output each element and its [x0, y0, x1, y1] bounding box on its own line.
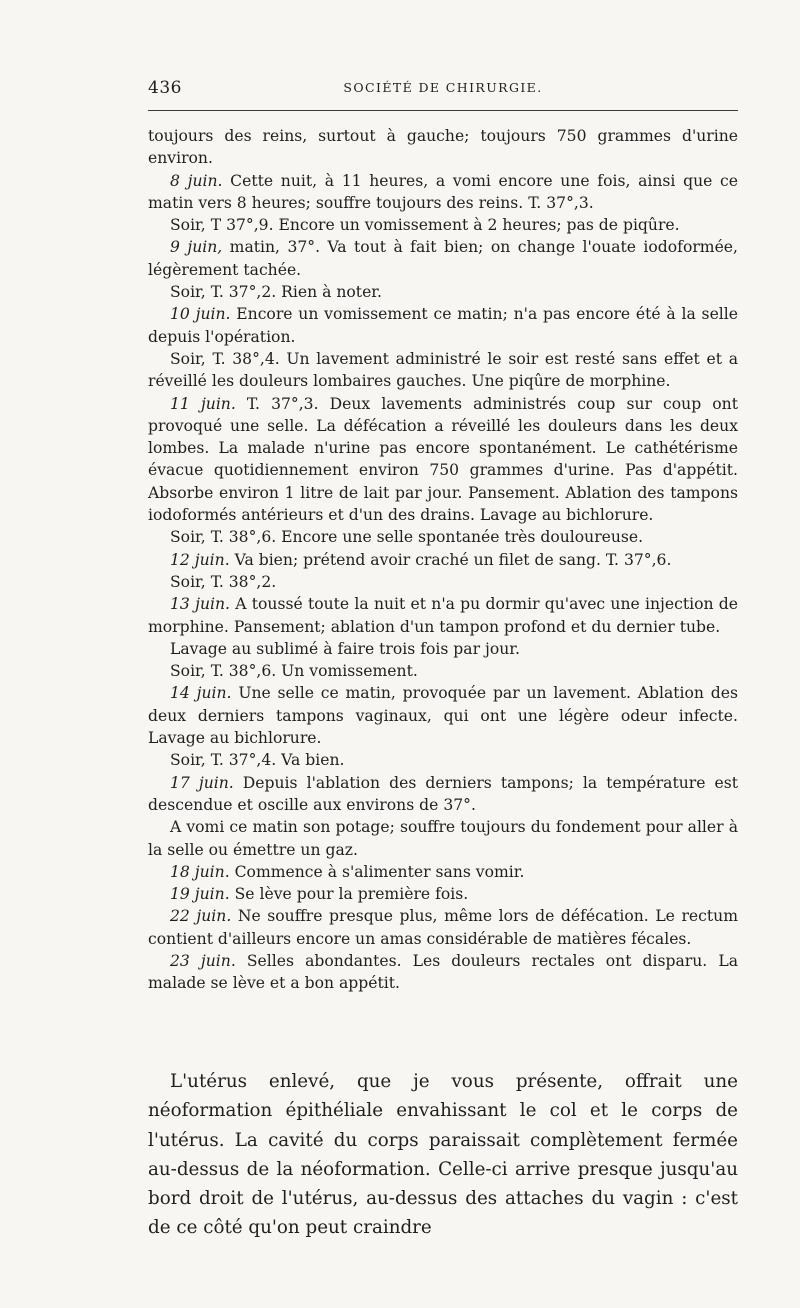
note-paragraph	[148, 772, 738, 817]
note-date: 11 juin.	[170, 394, 236, 413]
note-text: Lavage au sublimé à faire trois fois par jour.	[170, 639, 520, 658]
note-text: Soir, T. 37°,2. Rien à noter.	[170, 283, 382, 302]
note-paragraph	[148, 950, 738, 995]
note-text: toujours des reins, surtout à gauche; toujours 750 grammes d'urine environ.	[148, 127, 738, 168]
note-date: 8 juin.	[170, 171, 223, 190]
note-text: Va bien; prétend avoir craché un filet de sang. T. 37°,6.	[229, 550, 672, 569]
page-number: 436	[148, 78, 182, 98]
note-text: T. 37°,3. Deux lavements administrés coup sur coup ont provoqué une selle. La défécation a réveillé les douleurs dans les deux lombes. La malade n'urine pas encore spontanément. Le cathétérisme évacue quotidiennement environ 750 grammes d'urine. Pas d'appétit. Absorbe environ 1 litre de lait par jour. Pansement. Ablation des tampons iodoformés antérieurs et d'un des drains. Lavage au bichlorure.	[148, 394, 738, 525]
note-paragraph	[148, 281, 738, 303]
running-title: SOCIÉTÉ DE CHIRURGIE.	[343, 80, 543, 95]
note-paragraph	[148, 682, 738, 749]
note-text: Soir, T. 38°,6. Encore une selle spontanée très douloureuse.	[170, 528, 644, 547]
header-rule	[148, 110, 738, 111]
note-date: 19 juin.	[170, 885, 230, 904]
page-header	[148, 78, 738, 100]
note-text: Selles abondantes. Les douleurs rectales ont disparu. La malade se lève et a bon appétit.	[148, 951, 738, 993]
note-paragraph	[148, 125, 738, 170]
note-date: 10 juin.	[170, 305, 231, 324]
note-paragraph	[148, 905, 738, 950]
note-paragraph	[148, 348, 738, 393]
note-text: Soir, T. 38°,2.	[170, 572, 277, 591]
note-paragraph	[148, 571, 738, 593]
note-paragraph	[148, 549, 738, 571]
note-paragraph	[148, 861, 738, 883]
note-text: Soir, T. 37°,4. Va bien.	[170, 751, 345, 770]
note-date: 13 juin.	[170, 595, 230, 614]
note-text: Cette nuit, à 11 heures, a vomi encore une fois, ainsi que ce matin vers 8 heures; souffre toujours des reins. T. 37°,3.	[148, 171, 738, 212]
note-paragraph	[148, 816, 738, 861]
note-text: Soir, T. 38°,6. Un vomissement.	[170, 662, 418, 681]
note-paragraph	[148, 170, 738, 215]
note-text: Depuis l'ablation des derniers tampons; la température est descendue et oscille aux environs de 37°.	[148, 773, 738, 814]
note-date: 12 juin.	[170, 550, 230, 569]
note-paragraph	[148, 593, 738, 638]
body-text	[148, 1067, 738, 1243]
note-paragraph	[148, 236, 738, 281]
note-text: A toussé toute la nuit et n'a pu dormir qu'avec une injection de morphine. Pansement; ablation d'un tampon profond et du dernier tube.	[148, 595, 738, 636]
note-text: matin, 37°. Va tout à fait bien; on change l'ouate iodoformée, légèrement tachée.	[148, 238, 738, 279]
note-paragraph	[148, 638, 738, 660]
note-date: 22 juin.	[170, 907, 232, 926]
note-paragraph	[148, 526, 738, 548]
note-date: 23 juin.	[170, 951, 236, 970]
note-paragraph	[148, 660, 738, 682]
note-text: A vomi ce matin son potage; souffre toujours du fondement pour aller à la selle ou émettre un gaz.	[148, 818, 738, 859]
note-paragraph	[148, 393, 738, 527]
case-notes	[148, 125, 738, 995]
note-date: 14 juin.	[170, 684, 232, 703]
note-text: Commence à s'alimenter sans vomir.	[229, 862, 525, 881]
note-text: Ne souffre presque plus, même lors de défécation. Le rectum contient d'ailleurs encore un amas considérable de matières fécales.	[148, 907, 738, 948]
note-date: 17 juin.	[170, 773, 234, 792]
note-text: Soir, T. 38°,4. Un lavement administré le soir est resté sans effet et a réveillé les douleurs lombaires gauches. Une piqûre de morphine.	[148, 349, 738, 391]
note-text: Se lève pour la première fois.	[229, 885, 469, 904]
note-date: 9 juin,	[170, 238, 223, 257]
note-text: Soir, T 37°,9. Encore un vomissement à 2 heures; pas de piqûre.	[170, 216, 680, 235]
note-paragraph	[148, 883, 738, 905]
note-paragraph	[148, 749, 738, 771]
body-paragraph: L'utérus enlevé, que je vous présente, offrait une néoformation épithéliale envahissant le col et le corps de l'utérus. La cavité du corps paraissait complètement fermée au-dessus de la néoformation. Celle-ci arrive presque jusqu'au bord droit de l'utérus, au-dessus des attaches du vagin : c'est de ce côté qu'on peut craindre	[148, 1071, 738, 1239]
note-text: Encore un vomissement ce matin; n'a pas encore été à la selle depuis l'opération.	[148, 305, 738, 346]
note-date: 18 juin.	[170, 862, 230, 881]
note-text: Une selle ce matin, provoquée par un lavement. Ablation des deux derniers tampons vaginaux, qui ont une légère odeur infecte. Lavage au bichlorure.	[148, 684, 738, 748]
note-paragraph	[148, 214, 738, 236]
note-paragraph	[148, 303, 738, 348]
